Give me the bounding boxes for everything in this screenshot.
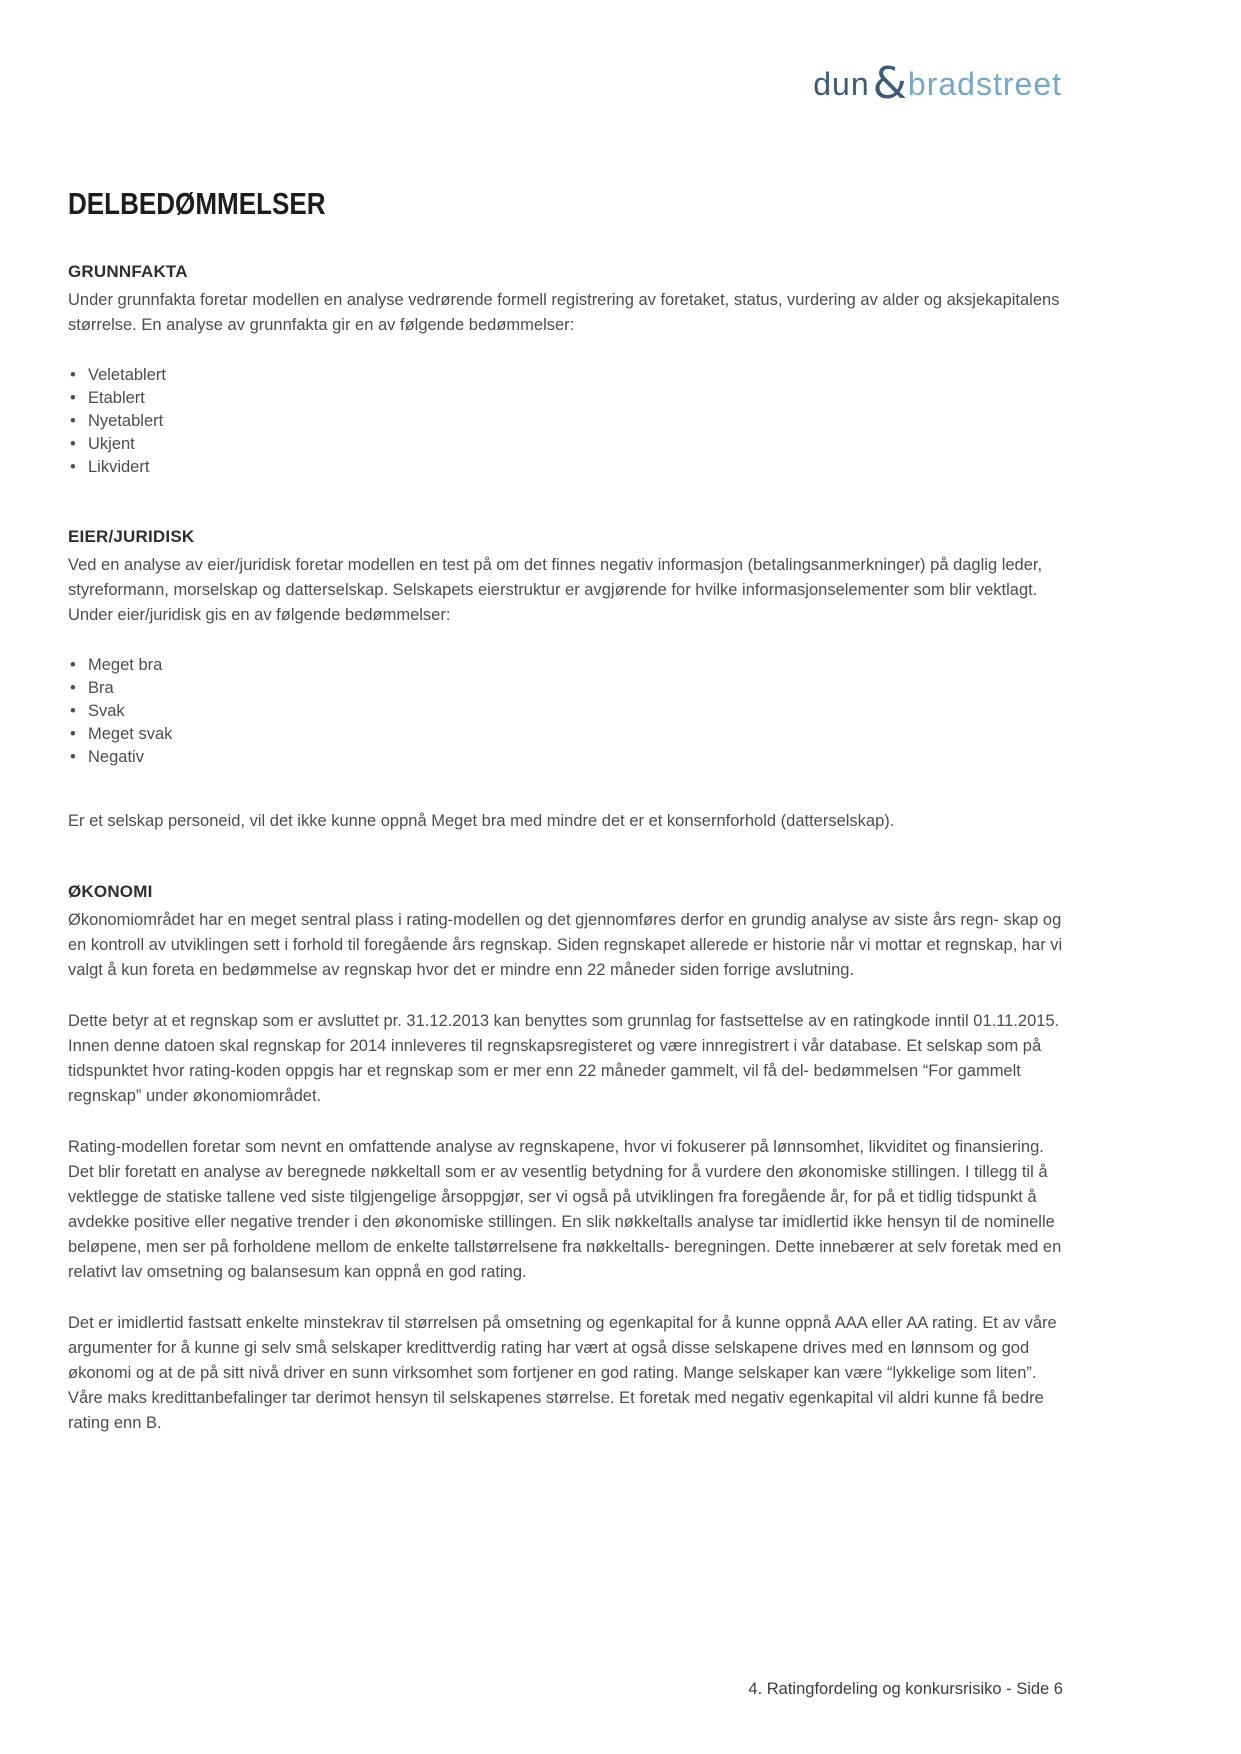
list-item: • Etablert (68, 387, 1063, 410)
list-item: • Veletablert (68, 364, 1063, 387)
paragraph-okonomi-3: Rating-modellen foretar som nevnt en omfattende analyse av regnskapene, hvor vi fokuserer på lønnsomhet, likviditet og finansiering. Det blir foretatt en analyse av beregnede nøkkeltall som er av vesentlig betydning for å vurdere den økonomiske stillingen. I tillegg til å vektlegge de statiske tallene ved siste tilgjengelige årsoppgjør, ser vi også på utviklingen fra foregående år, for på et tidlig tidspunkt å avdekke positive eller negative trender i den økonomiske stillingen. En slik nøkkeltalls analyse tar imidlertid ikke hensyn til de nominelle beløpene, men ser på forholdene mellom de enkelte tallstørrelsene fra nøkkeltalls- beregningen. Dette innebærer at selv foretak med en relativt lav omsetning og balansesum kan oppnå en god rating. (68, 1138, 1062, 1281)
document-body (68, 186, 1063, 1436)
list-item: • Meget bra (68, 654, 1063, 677)
paragraph-eier-juridisk-note: Er et selskap personeid, vil det ikke kunne oppnå Meget bra med mindre det er et konsernforhold (datterselskap). (68, 812, 895, 830)
paragraph-grunnfakta: Under grunnfakta foretar modellen en analyse vedrørende formell registrering av foretaket, status, vurdering av alder og aksjekapitalens størrelse. En analyse av grunnfakta gir en av følgende bedømmelser: (68, 291, 1060, 334)
bullet-list-eier-juridisk (68, 654, 1063, 769)
paragraph-okonomi-4: Det er imidlertid fastsatt enkelte minstekrav til størrelsen på omsetning og egenkapital for å kunne oppnå AAA eller AA rating. Et av våre argumenter for å kunne gi selv små selskaper kredittverdig rating har vært at også disse selskapene drives med en lønnsom og god økonomi og at de på sitt nivå driver en sunn virksomhet som fortjener en god rating. Mange selskaper kan være “lykkelige som liten”. Våre maks kredittanbefalinger tar derimot hensyn til selskapenes størrelse. Et foretak med negativ egenkapital vil aldri kunne få bedre rating enn B. (68, 1314, 1057, 1432)
section-heading-grunnfakta: GRUNNFAKTA (68, 262, 188, 281)
logo-word-bradstreet: bradstreet (907, 66, 1062, 102)
page-footer: 4. Ratingfordeling og konkursrisiko - Side 6 (748, 1680, 1063, 1698)
section-heading-eier-juridisk: EIER/JURIDISK (68, 527, 195, 546)
paragraph-okonomi-2: Dette betyr at et regnskap som er avsluttet pr. 31.12.2013 kan benyttes som grunnlag for fastsettelse av en ratingkode inntil 01.11.2015. Innen denne datoen skal regnskap for 2014 innleveres til regnskapsregisteret og være innregistrert i vår database. Et selskap som på tidspunktet hvor rating-koden oppgis har et regnskap som er mer enn 22 måneder gammelt, vil få del- bedømmelsen “For gammelt regnskap” under økonomiområdet. (68, 1012, 1060, 1105)
list-item: • Meget svak (68, 723, 1063, 746)
list-item: • Negativ (68, 746, 1063, 769)
list-item: • Bra (68, 677, 1063, 700)
bullet-list-grunnfakta (68, 364, 1063, 479)
dun-and-bradstreet-logo: dun & bradstreet (813, 58, 1062, 109)
list-item: • Ukjent (68, 433, 1063, 456)
section-heading-okonomi: ØKONOMI (68, 882, 153, 901)
list-item: • Nyetablert (68, 410, 1063, 433)
page-title: DELBEDØMMELSER (68, 186, 326, 221)
paragraph-eier-juridisk: Ved en analyse av eier/juridisk foretar modellen en test på om det finnes negativ informasjon (betalingsanmerkninger) på daglig leder, styreformann, morselskap og datterselskap. Selskapets eierstruktur er avgjørende for hvilke informasjonselementer som blir vektlagt. Under eier/juridisk gis en av følgende bedømmelser: (68, 556, 1043, 624)
paragraph-okonomi-1: Økonomiområdet har en meget sentral plass i rating-modellen og det gjennomføres derfor en grundig analyse av siste års regn- skap og en kontroll av utviklingen sett i forhold til foregående års regnskap. Siden regnskapet allerede er historie når vi mottar et regnskap, har vi valgt å kun foreta en bedømmelse av regnskap hvor det er mindre enn 22 måneder siden forrige avslutning. (68, 911, 1063, 979)
list-item: • Likvidert (68, 456, 1063, 479)
logo-word-dun: dun (813, 66, 870, 102)
list-item: • Svak (68, 700, 1063, 723)
